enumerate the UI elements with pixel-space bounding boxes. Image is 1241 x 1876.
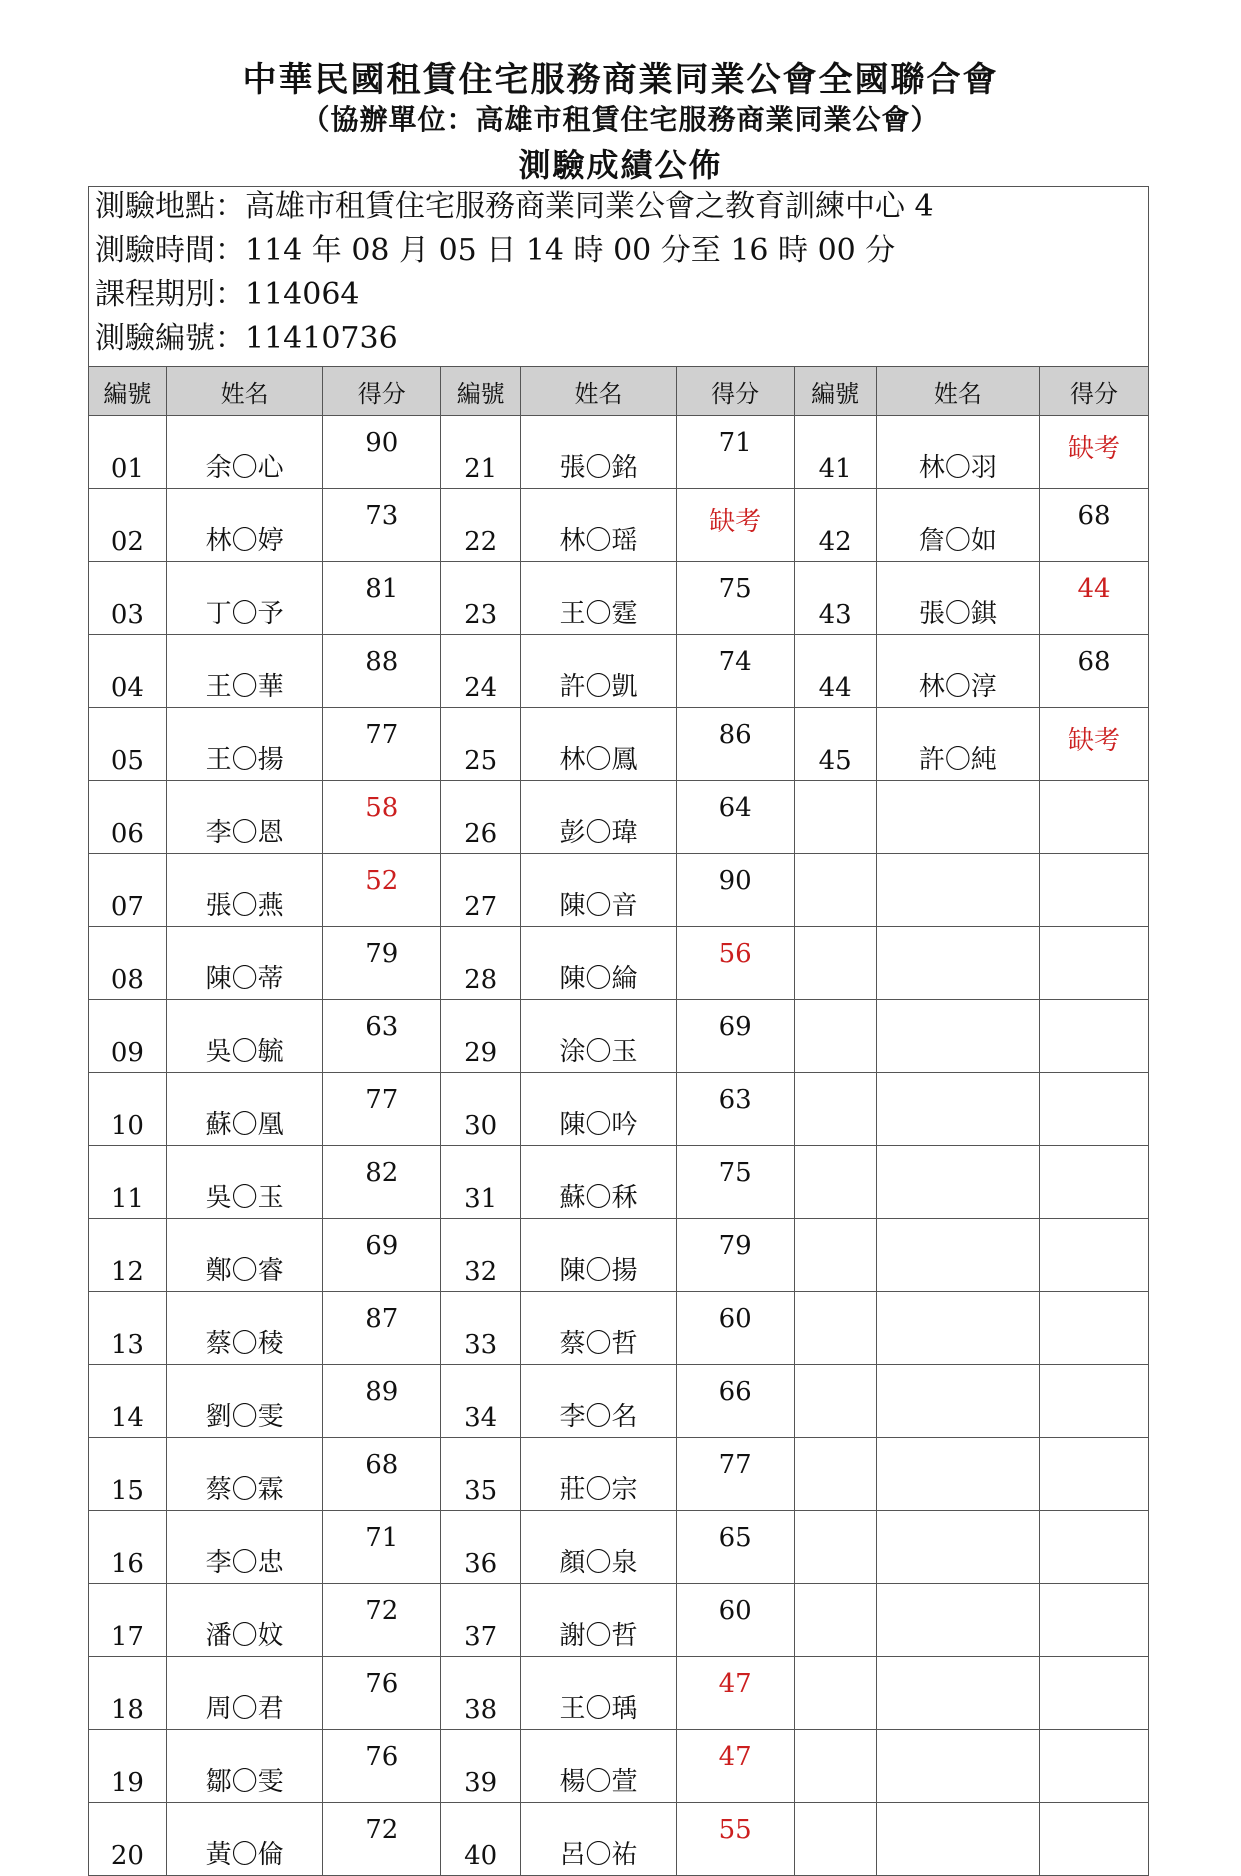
exam-number: 測驗編號：11410736 <box>95 321 398 356</box>
student-name <box>876 1000 1039 1073</box>
student-number <box>794 1730 876 1803</box>
student-number: 45 <box>794 708 876 781</box>
student-name: 林〇羽 <box>876 416 1039 489</box>
student-name: 劉〇雯 <box>166 1365 323 1438</box>
student-number: 29 <box>441 1000 521 1073</box>
student-name: 王〇瑀 <box>521 1657 677 1730</box>
table-row <box>89 1657 1149 1730</box>
student-name <box>876 1657 1039 1730</box>
student-number: 42 <box>794 489 876 562</box>
student-number: 17 <box>89 1584 167 1657</box>
student-name: 張〇銘 <box>521 416 677 489</box>
student-score: 74 <box>676 635 794 708</box>
header-cell-score: 得分 <box>1040 367 1149 416</box>
student-number: 20 <box>89 1803 167 1876</box>
student-score: 69 <box>676 1000 794 1073</box>
student-name <box>876 1584 1039 1657</box>
student-number: 34 <box>441 1365 521 1438</box>
student-number: 32 <box>441 1219 521 1292</box>
student-number: 07 <box>89 854 167 927</box>
student-name: 蔡〇稜 <box>166 1292 323 1365</box>
table-header-row <box>89 367 1149 416</box>
student-number: 05 <box>89 708 167 781</box>
student-number: 04 <box>89 635 167 708</box>
student-score <box>1040 1438 1149 1511</box>
student-name <box>876 1511 1039 1584</box>
student-name <box>876 1292 1039 1365</box>
student-name: 涂〇玉 <box>521 1000 677 1073</box>
student-score <box>1040 781 1149 854</box>
student-score <box>1040 1365 1149 1438</box>
student-score: 缺考 <box>1040 416 1149 489</box>
student-score: 63 <box>676 1073 794 1146</box>
student-number: 01 <box>89 416 167 489</box>
student-number: 27 <box>441 854 521 927</box>
student-name: 陳〇音 <box>521 854 677 927</box>
header-cell-name: 姓名 <box>876 367 1039 416</box>
student-name: 吳〇玉 <box>166 1146 323 1219</box>
student-score: 89 <box>323 1365 441 1438</box>
table-row <box>89 562 1149 635</box>
student-number: 15 <box>89 1438 167 1511</box>
student-name: 蔡〇霖 <box>166 1438 323 1511</box>
student-score <box>1040 1584 1149 1657</box>
student-name: 蘇〇秝 <box>521 1146 677 1219</box>
student-score: 79 <box>323 927 441 1000</box>
score-table-body <box>89 416 1149 1876</box>
student-name: 王〇霆 <box>521 562 677 635</box>
table-row <box>89 416 1149 489</box>
student-name: 呂〇祐 <box>521 1803 677 1876</box>
student-number: 18 <box>89 1657 167 1730</box>
student-name: 張〇燕 <box>166 854 323 927</box>
student-number: 02 <box>89 489 167 562</box>
student-name <box>876 854 1039 927</box>
student-score <box>1040 1146 1149 1219</box>
table-row <box>89 927 1149 1000</box>
student-number: 40 <box>441 1803 521 1876</box>
student-score <box>1040 1073 1149 1146</box>
student-name: 鄒〇雯 <box>166 1730 323 1803</box>
student-number: 13 <box>89 1292 167 1365</box>
student-score: 58 <box>323 781 441 854</box>
student-name: 蔡〇哲 <box>521 1292 677 1365</box>
student-number <box>794 1000 876 1073</box>
student-name: 陳〇蒂 <box>166 927 323 1000</box>
student-name: 丁〇予 <box>166 562 323 635</box>
student-number: 19 <box>89 1730 167 1803</box>
student-score: 86 <box>676 708 794 781</box>
student-number: 24 <box>441 635 521 708</box>
student-name: 林〇婷 <box>166 489 323 562</box>
student-score: 82 <box>323 1146 441 1219</box>
student-number: 38 <box>441 1657 521 1730</box>
student-score <box>1040 1511 1149 1584</box>
student-score: 56 <box>676 927 794 1000</box>
student-name: 余〇心 <box>166 416 323 489</box>
header-cell-score: 得分 <box>676 367 794 416</box>
table-row <box>89 1803 1149 1876</box>
student-score: 87 <box>323 1292 441 1365</box>
student-name: 王〇揚 <box>166 708 323 781</box>
student-score: 55 <box>676 1803 794 1876</box>
table-row <box>89 854 1149 927</box>
student-name: 鄭〇睿 <box>166 1219 323 1292</box>
student-name: 楊〇萱 <box>521 1730 677 1803</box>
student-score <box>1040 1803 1149 1876</box>
student-score <box>1040 1292 1149 1365</box>
student-name: 吳〇毓 <box>166 1000 323 1073</box>
student-name: 林〇鳳 <box>521 708 677 781</box>
student-number <box>794 1438 876 1511</box>
table-row <box>89 1073 1149 1146</box>
student-name <box>876 1146 1039 1219</box>
student-score: 68 <box>323 1438 441 1511</box>
student-number: 26 <box>441 781 521 854</box>
header-cell-number: 編號 <box>441 367 521 416</box>
table-row <box>89 781 1149 854</box>
student-number <box>794 1146 876 1219</box>
student-name: 詹〇如 <box>876 489 1039 562</box>
table-row <box>89 1438 1149 1511</box>
student-score: 52 <box>323 854 441 927</box>
student-score: 64 <box>676 781 794 854</box>
student-score: 缺考 <box>676 489 794 562</box>
student-name: 潘〇妏 <box>166 1584 323 1657</box>
table-row <box>89 1146 1149 1219</box>
student-score: 68 <box>1040 489 1149 562</box>
student-number: 10 <box>89 1073 167 1146</box>
student-name: 李〇名 <box>521 1365 677 1438</box>
student-number: 08 <box>89 927 167 1000</box>
student-name: 顏〇泉 <box>521 1511 677 1584</box>
student-score: 76 <box>323 1730 441 1803</box>
student-name: 黃〇倫 <box>166 1803 323 1876</box>
student-score <box>1040 1657 1149 1730</box>
student-number: 12 <box>89 1219 167 1292</box>
student-score: 79 <box>676 1219 794 1292</box>
header-cell-score: 得分 <box>323 367 441 416</box>
student-number: 14 <box>89 1365 167 1438</box>
table-row <box>89 708 1149 781</box>
student-number: 39 <box>441 1730 521 1803</box>
student-name: 林〇瑶 <box>521 489 677 562</box>
student-score: 72 <box>323 1584 441 1657</box>
student-number: 43 <box>794 562 876 635</box>
student-number <box>794 1365 876 1438</box>
table-row <box>89 1292 1149 1365</box>
student-number: 35 <box>441 1438 521 1511</box>
student-name: 陳〇揚 <box>521 1219 677 1292</box>
student-name: 陳〇吟 <box>521 1073 677 1146</box>
student-name: 張〇錤 <box>876 562 1039 635</box>
student-number: 25 <box>441 708 521 781</box>
student-name <box>876 1365 1039 1438</box>
student-score: 75 <box>676 1146 794 1219</box>
exam-time: 測驗時間：114 年 08 月 05 日 14 時 00 分至 16 時 00 分 <box>95 233 896 268</box>
header-cell-number: 編號 <box>89 367 167 416</box>
student-number: 44 <box>794 635 876 708</box>
course-period: 課程期別：114064 <box>95 277 360 312</box>
student-name: 許〇凱 <box>521 635 677 708</box>
student-number <box>794 1073 876 1146</box>
header-cell-name: 姓名 <box>166 367 323 416</box>
student-score: 66 <box>676 1365 794 1438</box>
student-name: 周〇君 <box>166 1657 323 1730</box>
student-score <box>1040 927 1149 1000</box>
student-score <box>1040 1730 1149 1803</box>
exam-info-box <box>88 186 1149 366</box>
student-number <box>794 854 876 927</box>
student-score: 75 <box>676 562 794 635</box>
student-number: 06 <box>89 781 167 854</box>
table-row <box>89 489 1149 562</box>
student-name <box>876 927 1039 1000</box>
student-number: 21 <box>441 416 521 489</box>
student-score: 65 <box>676 1511 794 1584</box>
student-score: 60 <box>676 1584 794 1657</box>
student-score: 68 <box>1040 635 1149 708</box>
student-number: 03 <box>89 562 167 635</box>
student-name: 謝〇哲 <box>521 1584 677 1657</box>
student-number <box>794 1511 876 1584</box>
student-name <box>876 1073 1039 1146</box>
student-score: 77 <box>323 1073 441 1146</box>
student-score: 63 <box>323 1000 441 1073</box>
student-name: 彭〇瑋 <box>521 781 677 854</box>
student-score: 72 <box>323 1803 441 1876</box>
student-name: 王〇華 <box>166 635 323 708</box>
student-number: 28 <box>441 927 521 1000</box>
table-row <box>89 1219 1149 1292</box>
table-row <box>89 1584 1149 1657</box>
student-number: 30 <box>441 1073 521 1146</box>
student-score: 缺考 <box>1040 708 1149 781</box>
student-score: 76 <box>323 1657 441 1730</box>
exam-location: 測驗地點：高雄市租賃住宅服務商業同業公會之教育訓練中心 4 <box>95 189 934 224</box>
student-score: 81 <box>323 562 441 635</box>
student-number: 11 <box>89 1146 167 1219</box>
student-score <box>1040 854 1149 927</box>
student-number: 41 <box>794 416 876 489</box>
table-row <box>89 1511 1149 1584</box>
score-table <box>88 366 1149 1876</box>
student-number <box>794 927 876 1000</box>
student-score: 71 <box>676 416 794 489</box>
student-score <box>1040 1000 1149 1073</box>
student-number: 16 <box>89 1511 167 1584</box>
student-name: 莊〇宗 <box>521 1438 677 1511</box>
student-number: 31 <box>441 1146 521 1219</box>
header-cell-name: 姓名 <box>521 367 677 416</box>
student-score: 47 <box>676 1657 794 1730</box>
header-cell-number: 編號 <box>794 367 876 416</box>
student-name <box>876 1803 1039 1876</box>
table-row <box>89 1000 1149 1073</box>
student-score: 60 <box>676 1292 794 1365</box>
student-number <box>794 1657 876 1730</box>
student-number: 37 <box>441 1584 521 1657</box>
student-score: 90 <box>323 416 441 489</box>
student-number: 09 <box>89 1000 167 1073</box>
student-number: 36 <box>441 1511 521 1584</box>
table-row <box>89 635 1149 708</box>
student-score: 47 <box>676 1730 794 1803</box>
table-row <box>89 1365 1149 1438</box>
student-score: 77 <box>323 708 441 781</box>
student-number <box>794 1584 876 1657</box>
student-name: 許〇純 <box>876 708 1039 781</box>
student-number: 33 <box>441 1292 521 1365</box>
student-number: 22 <box>441 489 521 562</box>
student-score <box>1040 1219 1149 1292</box>
student-name: 陳〇綸 <box>521 927 677 1000</box>
student-name <box>876 1438 1039 1511</box>
student-number: 23 <box>441 562 521 635</box>
student-name <box>876 781 1039 854</box>
student-name: 李〇忠 <box>166 1511 323 1584</box>
document-title: 中華民國租賃住宅服務商業同業公會全國聯合會 <box>242 60 999 100</box>
student-score: 90 <box>676 854 794 927</box>
student-score: 73 <box>323 489 441 562</box>
student-name: 林〇淳 <box>876 635 1039 708</box>
student-score: 77 <box>676 1438 794 1511</box>
student-name <box>876 1219 1039 1292</box>
student-score: 88 <box>323 635 441 708</box>
student-number <box>794 1219 876 1292</box>
student-number <box>794 1292 876 1365</box>
student-number <box>794 781 876 854</box>
student-name <box>876 1730 1039 1803</box>
student-score: 44 <box>1040 562 1149 635</box>
student-number <box>794 1803 876 1876</box>
student-name: 李〇恩 <box>166 781 323 854</box>
student-score: 69 <box>323 1219 441 1292</box>
table-row <box>89 1730 1149 1803</box>
document-subtitle: （協辦單位：高雄市租賃住宅服務商業同業公會） <box>301 103 940 136</box>
page-heading: 測驗成績公佈 <box>518 146 723 184</box>
student-score: 71 <box>323 1511 441 1584</box>
student-name: 蘇〇凰 <box>166 1073 323 1146</box>
